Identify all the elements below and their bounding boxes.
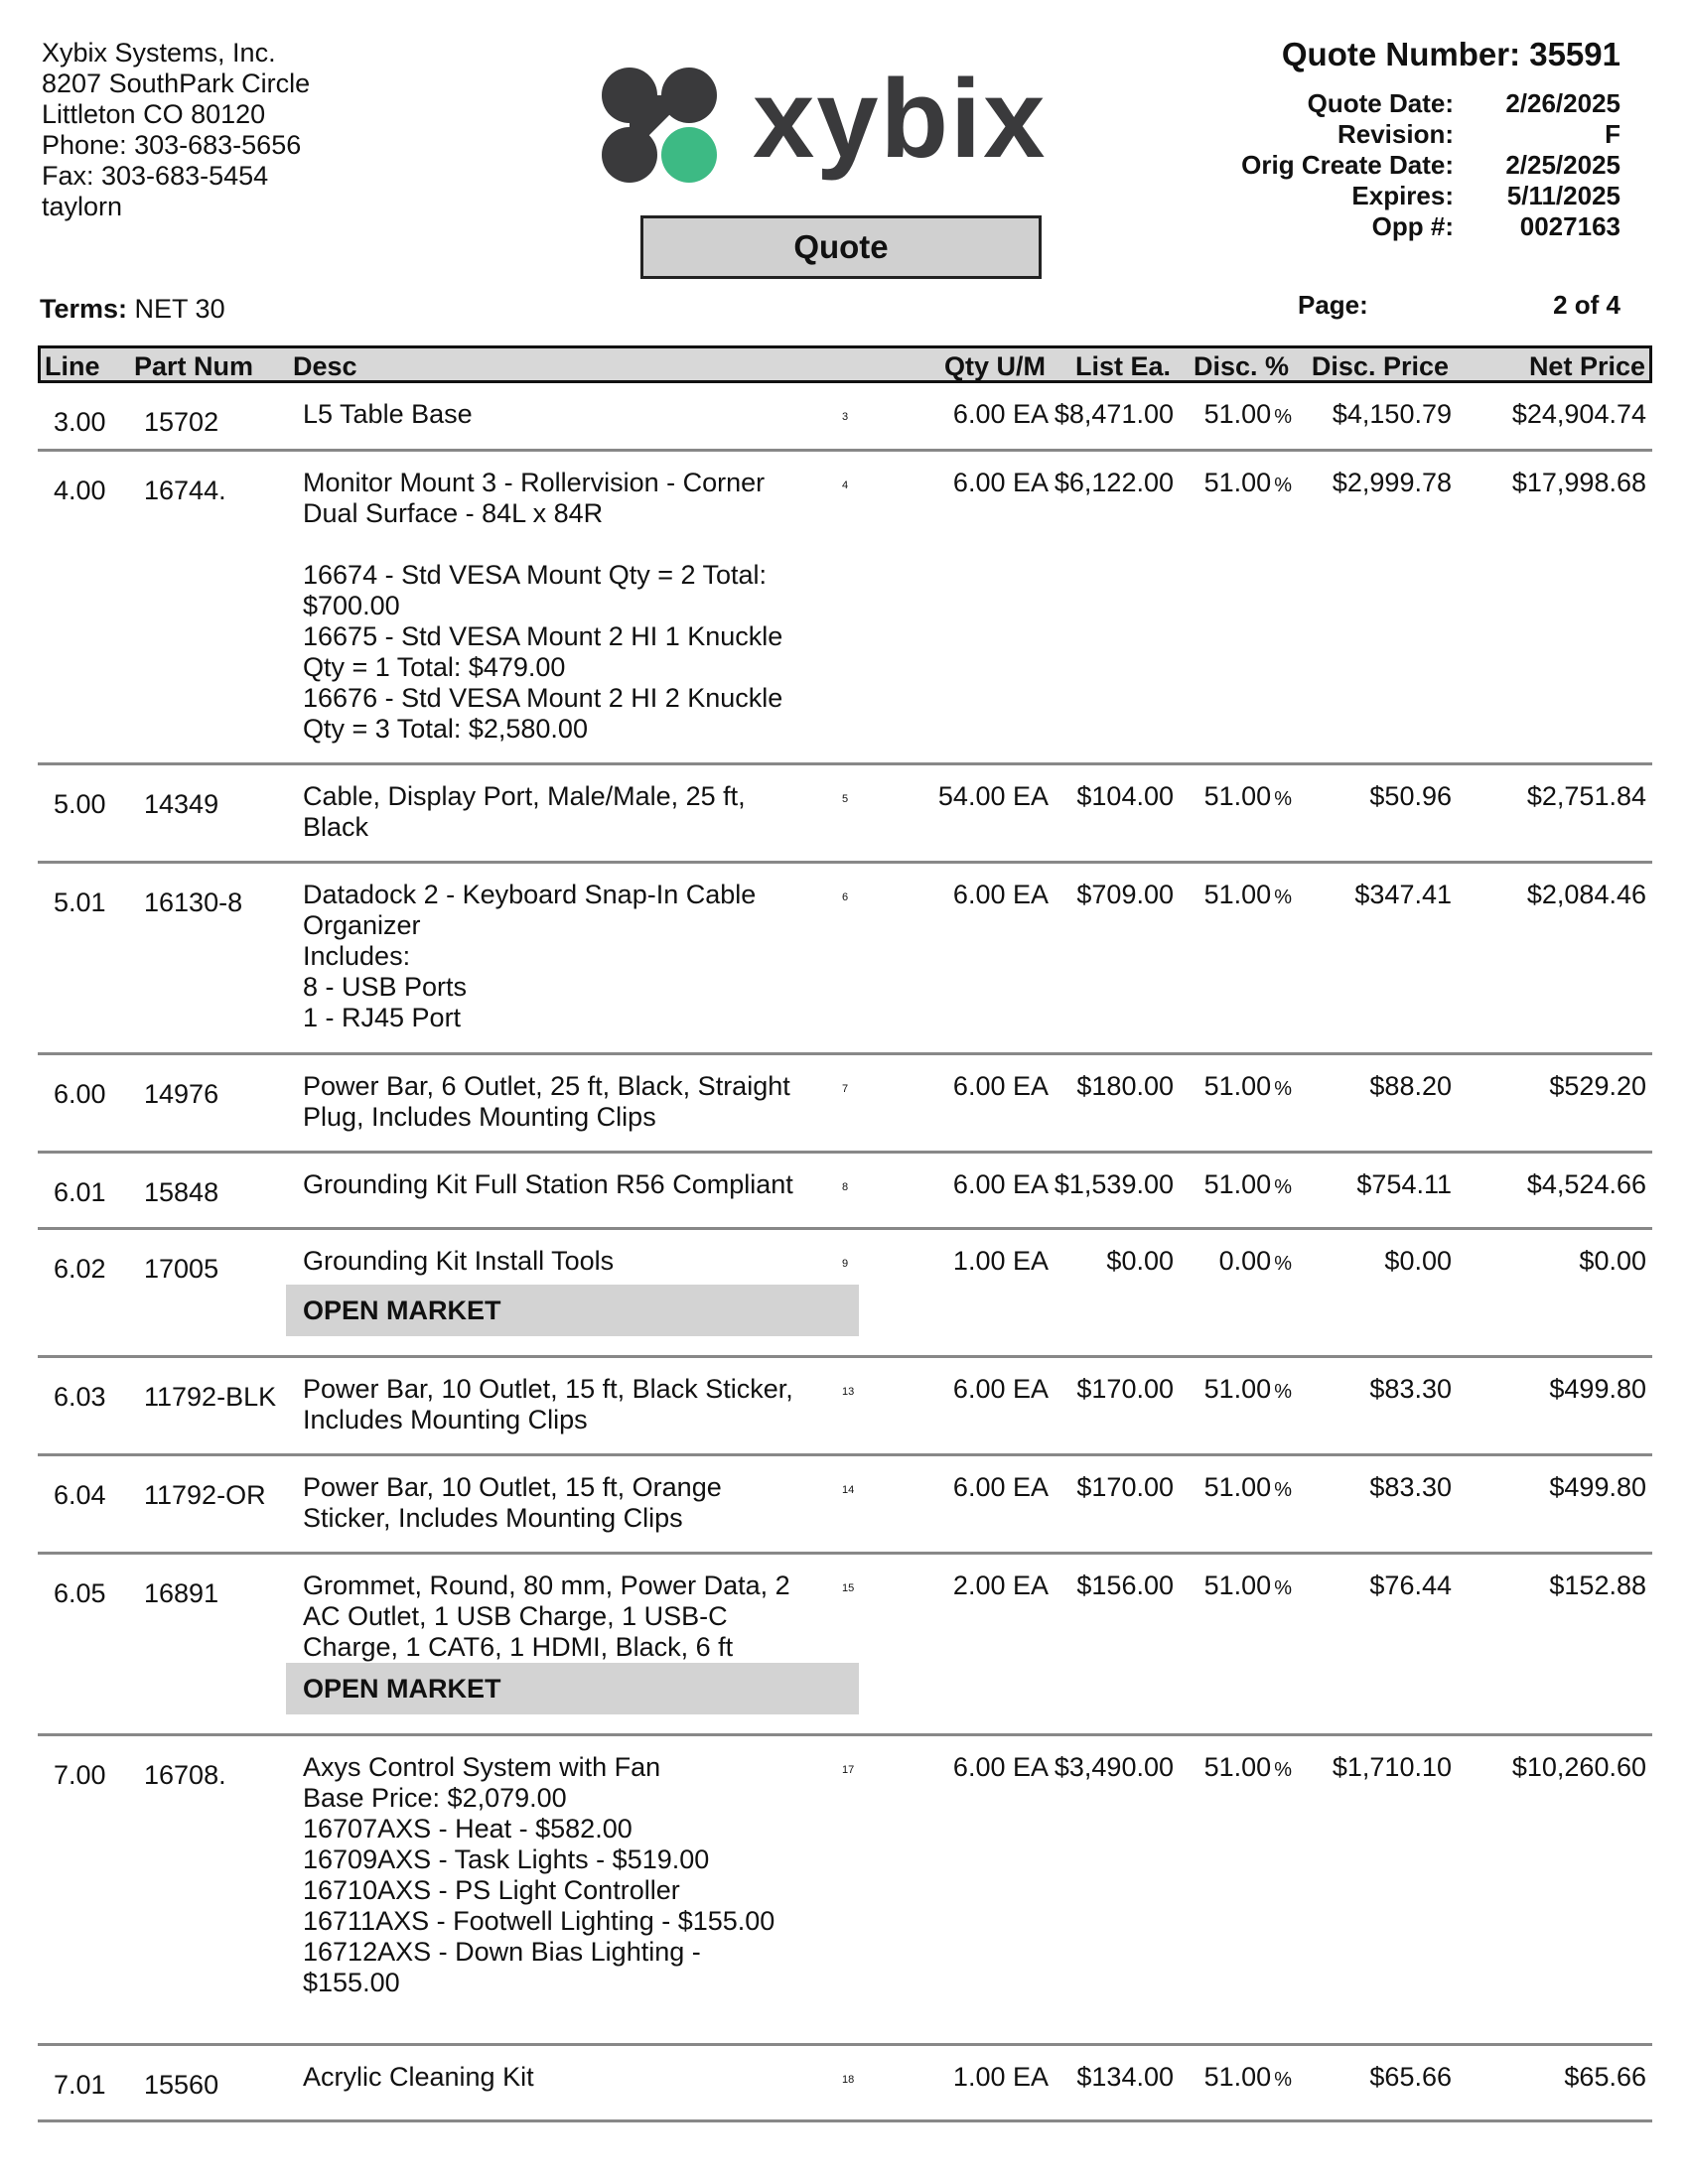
meta-opp-number: Opp #: 0027163 <box>1371 211 1620 241</box>
percent-sign: % <box>1274 1381 1292 1403</box>
line-number: 7.00 <box>54 1760 106 1790</box>
description-line: Qty = 3 Total: $2,580.00 <box>303 714 588 744</box>
discount-percent <box>1204 1374 1292 1405</box>
sequence-number: 8 <box>842 1181 849 1193</box>
discount-price: $76.44 <box>1369 1570 1452 1600</box>
description-line: Base Price: $2,079.00 <box>303 1783 567 1813</box>
discount-value: 51.00 <box>1203 781 1272 811</box>
description-line: Sticker, Includes Mounting Clips <box>303 1503 683 1533</box>
discount-value: 0.00 <box>1218 1246 1272 1276</box>
description-line: 16674 - Std VESA Mount Qty = 2 Total: <box>303 560 768 590</box>
discount-value: 51.00 <box>1203 1169 1272 1199</box>
sequence-number: 18 <box>842 2074 855 2086</box>
description-line: $700.00 <box>303 591 400 620</box>
discount-price: $83.30 <box>1369 1374 1452 1404</box>
quantity: 6.00 EA <box>952 468 1049 497</box>
part-number: 15848 <box>144 1177 219 1207</box>
discount-price: $0.00 <box>1384 1246 1452 1276</box>
description-line: Axys Control System with Fan <box>303 1752 661 1782</box>
item-description <box>303 1071 849 1133</box>
quote-meta <box>1241 88 1620 242</box>
discount-percent <box>1204 1071 1292 1102</box>
part-number: 11792-BLK <box>144 1382 277 1412</box>
company-fax: Fax: 303-683-5454 <box>42 161 269 191</box>
discount-value: 51.00 <box>1203 1071 1272 1101</box>
discount-value: 51.00 <box>1203 2062 1272 2092</box>
discount-percent <box>1204 1169 1292 1200</box>
list-price: $180.00 <box>1076 1071 1174 1101</box>
line-number: 5.00 <box>54 789 106 819</box>
part-number: 15560 <box>144 2070 219 2100</box>
description-line: Power Bar, 10 Outlet, 15 ft, Black Sticker, <box>303 1374 793 1404</box>
company-address <box>42 38 310 222</box>
item-description <box>303 1374 849 1435</box>
quantity: 1.00 EA <box>952 1246 1049 1276</box>
list-price: $709.00 <box>1076 880 1174 909</box>
meta-orig-create-date: Orig Create Date: 2/25/2025 <box>1241 150 1620 180</box>
discount-price: $83.30 <box>1369 1472 1452 1502</box>
discount-percent <box>1204 2062 1292 2093</box>
list-price: $3,490.00 <box>1054 1752 1174 1782</box>
net-price: $24,904.74 <box>1511 399 1646 429</box>
description-line: Black <box>303 812 369 842</box>
company-street: 8207 SouthPark Circle <box>42 68 311 98</box>
list-price: $170.00 <box>1076 1472 1174 1502</box>
discount-price: $754.11 <box>1356 1169 1452 1199</box>
quantity: 6.00 EA <box>952 1169 1049 1199</box>
sequence-number: 5 <box>842 793 849 805</box>
list-price: $156.00 <box>1076 1570 1174 1600</box>
discount-value: 51.00 <box>1203 880 1272 909</box>
description-line: 16675 - Std VESA Mount 2 HI 1 Knuckle <box>303 621 783 651</box>
discount-price: $65.66 <box>1369 2062 1452 2092</box>
description-line: Charge, 1 CAT6, 1 HDMI, Black, 6 ft <box>303 1632 734 1662</box>
line-number: 5.01 <box>54 887 106 917</box>
sequence-number: 7 <box>842 1083 849 1095</box>
percent-sign: % <box>1274 887 1292 908</box>
list-price: $134.00 <box>1076 2062 1174 2092</box>
quantity: 54.00 EA <box>937 781 1049 811</box>
discount-price: $4,150.79 <box>1332 399 1452 429</box>
col-line: Line <box>45 351 100 381</box>
part-number: 16130-8 <box>144 887 243 917</box>
discount-percent <box>1204 399 1292 430</box>
net-price: $4,524.66 <box>1526 1169 1646 1199</box>
quantity: 1.00 EA <box>952 2062 1049 2092</box>
discount-price: $2,999.78 <box>1332 468 1452 497</box>
percent-sign: % <box>1274 2069 1292 2091</box>
description-line: Dual Surface - 84L x 84R <box>303 498 604 528</box>
description-line: $155.00 <box>303 1968 400 1997</box>
item-description <box>303 468 849 745</box>
discount-percent <box>1204 1570 1292 1601</box>
description-line: 16711AXS - Footwell Lighting - $155.00 <box>303 1906 775 1936</box>
item-description <box>303 1752 849 1998</box>
percent-sign: % <box>1274 1253 1292 1275</box>
quote-number: Quote Number: 35591 <box>1281 36 1620 72</box>
discount-percent <box>1204 781 1292 812</box>
percent-sign: % <box>1274 788 1292 810</box>
description-line: Power Bar, 6 Outlet, 25 ft, Black, Straight <box>303 1071 790 1101</box>
sequence-number: 6 <box>842 891 849 903</box>
terms-label: Terms: <box>40 294 128 324</box>
percent-sign: % <box>1274 1078 1292 1100</box>
xybix-logo <box>596 62 1072 191</box>
quantity: 6.00 EA <box>952 1752 1049 1782</box>
list-price: $6,122.00 <box>1054 468 1174 497</box>
description-line: Qty = 1 Total: $479.00 <box>303 652 566 682</box>
table-row <box>38 452 1652 765</box>
table-header <box>38 345 1652 383</box>
item-description <box>303 880 849 1033</box>
sequence-number: 9 <box>842 1258 849 1270</box>
table-row <box>38 1055 1652 1154</box>
discount-value: 51.00 <box>1203 399 1272 429</box>
line-number: 6.05 <box>54 1578 106 1608</box>
percent-sign: % <box>1274 406 1292 428</box>
description-line: Power Bar, 10 Outlet, 15 ft, Orange <box>303 1472 722 1502</box>
sequence-number: 17 <box>842 1764 855 1776</box>
open-market-banner: OPEN MARKET <box>286 1663 859 1714</box>
discount-price: $1,710.10 <box>1332 1752 1452 1782</box>
line-items <box>38 383 1652 2122</box>
col-net-price: Net Price <box>1528 351 1645 381</box>
description-line <box>303 529 849 560</box>
item-description <box>303 1246 849 1277</box>
description-line: Datadock 2 - Keyboard Snap-In Cable <box>303 880 757 909</box>
table-row <box>38 1230 1652 1358</box>
table-row <box>38 1736 1652 2046</box>
description-line: Grommet, Round, 80 mm, Power Data, 2 <box>303 1570 790 1600</box>
line-number: 4.00 <box>54 476 106 505</box>
discount-percent <box>1204 1752 1292 1783</box>
quantity: 6.00 EA <box>952 1472 1049 1502</box>
list-price: $104.00 <box>1076 781 1174 811</box>
net-price: $0.00 <box>1579 1246 1646 1276</box>
description-line: 16676 - Std VESA Mount 2 HI 2 Knuckle <box>303 683 783 713</box>
col-disc-pct: Disc. % <box>1193 351 1289 381</box>
item-description <box>303 1570 849 1663</box>
net-price: $65.66 <box>1564 2062 1646 2092</box>
description-line: 16710AXS - PS Light Controller <box>303 1875 680 1905</box>
item-description <box>303 781 849 843</box>
sequence-number: 3 <box>842 411 849 423</box>
part-number: 16891 <box>144 1578 219 1608</box>
table-row <box>38 1555 1652 1736</box>
part-number: 14349 <box>144 789 219 819</box>
discount-value: 51.00 <box>1203 1570 1272 1600</box>
description-line: Cable, Display Port, Male/Male, 25 ft, <box>303 781 746 811</box>
company-phone: Phone: 303-683-5656 <box>42 130 302 160</box>
description-line: Organizer <box>303 910 421 940</box>
item-description <box>303 399 849 430</box>
sequence-number: 15 <box>842 1582 855 1594</box>
net-price: $529.20 <box>1549 1071 1646 1101</box>
meta-expires: Expires: 5/11/2025 <box>1351 181 1620 210</box>
page-value: 2 of 4 <box>1553 290 1620 320</box>
table-row <box>38 765 1652 864</box>
table-row <box>38 1358 1652 1456</box>
discount-price: $50.96 <box>1369 781 1452 811</box>
xybix-logo-wordmark: xybix <box>753 62 1048 181</box>
discount-price: $347.41 <box>1354 880 1452 909</box>
description-line: Includes: <box>303 941 411 971</box>
discount-percent <box>1204 1472 1292 1503</box>
item-description <box>303 1169 849 1200</box>
part-number: 14976 <box>144 1079 219 1109</box>
description-line: Acrylic Cleaning Kit <box>303 2062 534 2092</box>
percent-sign: % <box>1274 1759 1292 1781</box>
discount-value: 51.00 <box>1203 1472 1272 1502</box>
description-line: 16707AXS - Heat - $582.00 <box>303 1814 633 1843</box>
line-number: 6.02 <box>54 1254 106 1284</box>
net-price: $2,084.46 <box>1526 880 1646 909</box>
description-line: Includes Mounting Clips <box>303 1405 588 1434</box>
col-qty-um: Qty U/M <box>943 351 1046 381</box>
sequence-number: 4 <box>842 479 849 491</box>
part-number: 16708. <box>144 1760 226 1790</box>
list-price: $0.00 <box>1106 1246 1174 1276</box>
line-number: 6.03 <box>54 1382 106 1412</box>
item-description <box>303 1472 849 1534</box>
description-line: 16712AXS - Down Bias Lighting - <box>303 1937 701 1967</box>
list-price: $170.00 <box>1076 1374 1174 1404</box>
net-price: $2,751.84 <box>1526 781 1646 811</box>
description-line: AC Outlet, 1 USB Charge, 1 USB-C <box>303 1601 728 1631</box>
sequence-number: 14 <box>842 1484 855 1496</box>
list-price: $8,471.00 <box>1054 399 1174 429</box>
discount-percent <box>1204 880 1292 910</box>
description-line: Plug, Includes Mounting Clips <box>303 1102 656 1132</box>
company-city: Littleton CO 80120 <box>42 99 266 129</box>
percent-sign: % <box>1274 475 1292 496</box>
discount-percent <box>1219 1246 1292 1277</box>
table-row <box>38 2046 1652 2122</box>
line-number: 6.04 <box>54 1480 106 1510</box>
quantity: 2.00 EA <box>952 1570 1049 1600</box>
company-name: Xybix Systems, Inc. <box>42 38 276 68</box>
line-number: 6.00 <box>54 1079 106 1109</box>
terms-value: NET 30 <box>134 294 225 324</box>
col-list-ea: List Ea. <box>1074 351 1171 381</box>
page-label: Page: <box>1298 290 1368 320</box>
description-line: 8 - USB Ports <box>303 972 468 1002</box>
quantity: 6.00 EA <box>952 399 1049 429</box>
sequence-number: 13 <box>842 1386 855 1398</box>
percent-sign: % <box>1274 1577 1292 1599</box>
col-part-num: Part Num <box>134 351 254 381</box>
list-price: $1,539.00 <box>1054 1169 1174 1199</box>
quantity: 6.00 EA <box>952 1071 1049 1101</box>
table-row <box>38 1456 1652 1555</box>
description-line: 1 - RJ45 Port <box>303 1003 462 1032</box>
xybix-logo-mark <box>602 68 717 183</box>
net-price: $17,998.68 <box>1511 468 1646 497</box>
table-row <box>38 864 1652 1055</box>
table-row <box>38 383 1652 452</box>
open-market-banner: OPEN MARKET <box>286 1285 859 1336</box>
line-number: 3.00 <box>54 407 106 437</box>
description-line: Grounding Kit Full Station R56 Compliant <box>303 1169 793 1199</box>
net-price: $499.80 <box>1549 1472 1646 1502</box>
discount-value: 51.00 <box>1203 468 1272 497</box>
col-disc-price: Disc. Price <box>1311 351 1449 381</box>
item-description <box>303 2062 849 2093</box>
table-row <box>38 1154 1652 1230</box>
net-price: $152.88 <box>1549 1570 1646 1600</box>
description-line: Monitor Mount 3 - Rollervision - Corner <box>303 468 766 497</box>
col-desc: Desc <box>293 351 357 381</box>
percent-sign: % <box>1274 1176 1292 1198</box>
discount-value: 51.00 <box>1203 1752 1272 1782</box>
line-number: 7.01 <box>54 2070 106 2100</box>
meta-revision: Revision: F <box>1336 119 1620 149</box>
net-price: $499.80 <box>1549 1374 1646 1404</box>
part-number: 11792-OR <box>144 1480 266 1510</box>
percent-sign: % <box>1274 1479 1292 1501</box>
discount-price: $88.20 <box>1369 1071 1452 1101</box>
net-price: $10,260.60 <box>1511 1752 1646 1782</box>
description-line: 16709AXS - Task Lights - $519.00 <box>303 1844 710 1874</box>
part-number: 15702 <box>144 407 219 437</box>
quantity: 6.00 EA <box>952 1374 1049 1404</box>
discount-value: 51.00 <box>1203 1374 1272 1404</box>
terms <box>40 294 225 325</box>
part-number: 17005 <box>144 1254 219 1284</box>
line-number: 6.01 <box>54 1177 106 1207</box>
description-line: L5 Table Base <box>303 399 473 429</box>
document-title: Quote <box>640 215 1042 279</box>
discount-percent <box>1204 468 1292 498</box>
description-line: Grounding Kit Install Tools <box>303 1246 615 1276</box>
quantity: 6.00 EA <box>952 880 1049 909</box>
company-contact: taylorn <box>42 192 123 221</box>
meta-quote-date: Quote Date: 2/26/2025 <box>1307 88 1620 118</box>
part-number: 16744. <box>144 476 226 505</box>
